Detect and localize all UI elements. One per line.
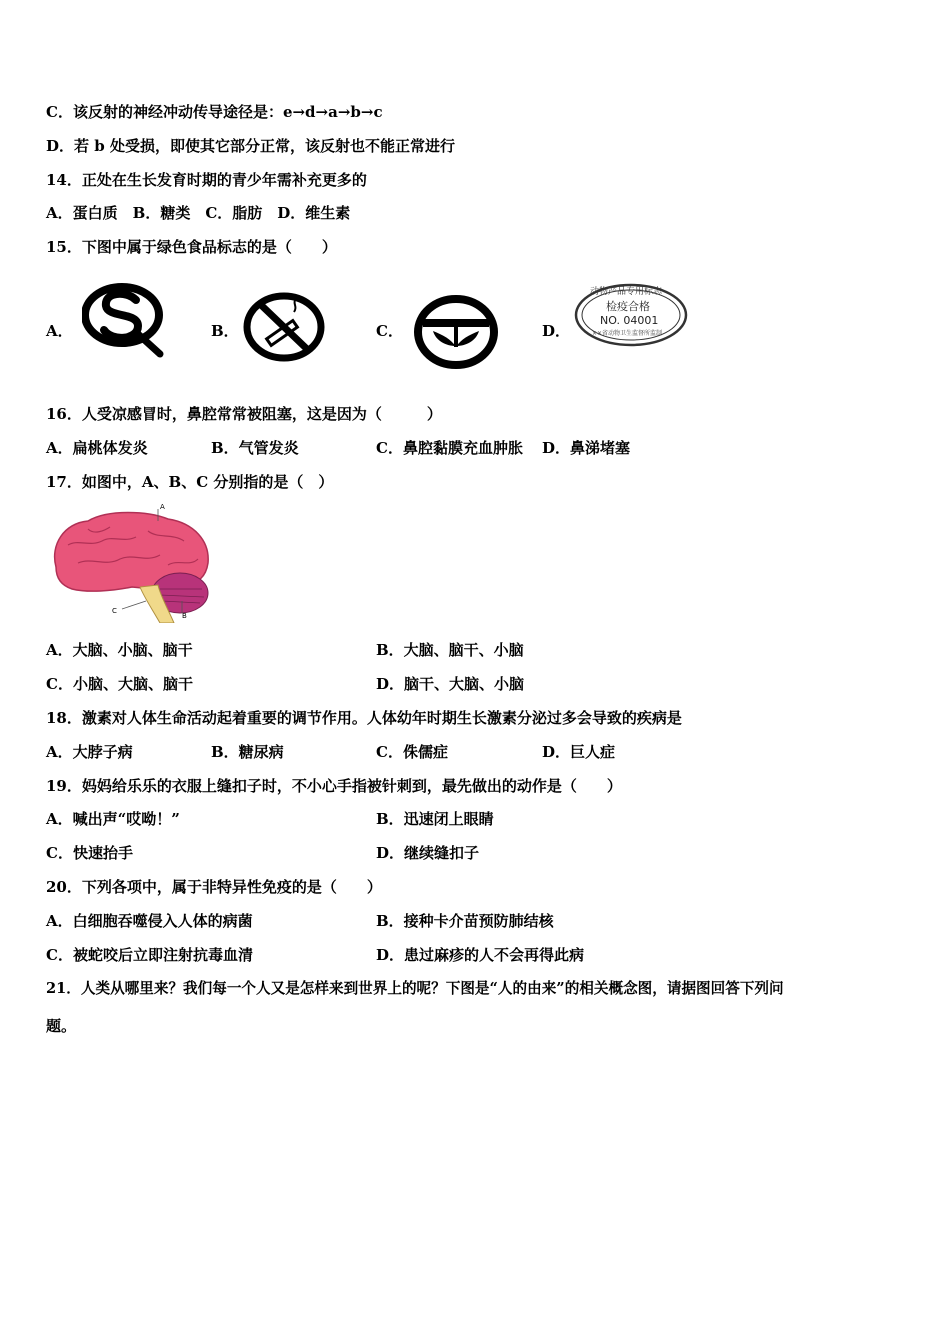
q16-stem: 16．人受凉感冒时，鼻腔常常被阻塞，这是因为（ ） <box>46 405 442 423</box>
q18-stem: 18．激素对人体生命活动起着重要的调节作用。人体幼年时期生长激素分泌过多会导致的疾病是 <box>46 709 682 727</box>
brain-diagram <box>48 505 218 623</box>
brain-label-a: A <box>160 503 165 511</box>
stamp-line1: 动物产品专用标志 <box>590 287 663 297</box>
q15-stem: 15．下图中属于绿色食品标志的是（ ） <box>46 238 337 256</box>
q21-stem-line2: 题。 <box>46 1017 77 1035</box>
q19-option-c: C．快速抬手 <box>46 844 133 862</box>
q17-option-c: C．小脑、大脑、脑干 <box>46 675 193 693</box>
q19-option-a: A．喊出声“哎呦！” <box>46 810 180 828</box>
q14-stem: 14．正处在生长发育时期的青少年需补充更多的 <box>46 171 367 189</box>
q13-option-c: C．该反射的神经冲动传导途径是：e→d→a→b→c <box>46 103 383 121</box>
q17-option-b: B．大脑、脑干、小脑 <box>376 641 524 659</box>
q20-option-b: B．接种卡介苗预防肺结核 <box>376 912 554 930</box>
q17-option-d: D．脑干、大脑、小脑 <box>376 675 525 693</box>
no-smoking-icon <box>242 292 326 362</box>
q16-option-c: C．鼻腔黏膜充血肿胀 <box>376 439 523 457</box>
q19-option-d: D．继续缝扣子 <box>376 844 480 862</box>
q15-label-a: A． <box>46 322 73 340</box>
q20-option-c: C．被蛇咬后立即注射抗毒血清 <box>46 946 253 964</box>
brain-label-b: B <box>182 612 187 620</box>
stamp-line3: NO. 04001 <box>600 314 659 327</box>
stamp-line2: 检疫合格 <box>606 300 650 313</box>
q20-option-d: D．患过麻疹的人不会再得此病 <box>376 946 585 964</box>
q15-label-c: C． <box>376 322 403 340</box>
stamp-line4: ××省动物卫生监督所监制 <box>592 330 663 337</box>
q15-label-b: B． <box>211 322 239 340</box>
q21-stem-line1: 21．人类从哪里来？我们每一个人又是怎样来到世界上的呢？下图是“人的由来”的相关概念图，请据图回答下列问 <box>46 980 784 997</box>
q18-option-b: B．糖尿病 <box>211 743 284 761</box>
q18-option-d: D．巨人症 <box>542 743 616 761</box>
brain-label-c: C <box>112 607 117 615</box>
q19-option-b: B．迅速闭上眼睛 <box>376 810 494 828</box>
q16-option-d: D．鼻涕堵塞 <box>542 439 631 457</box>
q20-stem: 20．下列各项中，属于非特异性免疫的是（ ） <box>46 878 382 896</box>
q19-stem: 19．妈妈给乐乐的衣服上缝扣子时，不小心手指被针刺到，最先做出的动作是（ ） <box>46 777 622 795</box>
qs-quality-logo <box>82 282 164 358</box>
q14-options: A．蛋白质 B．糖类 C．脂肪 D．维生素 <box>46 204 351 222</box>
q17-option-a: A．大脑、小脑、脑干 <box>46 641 193 659</box>
q15-label-d: D． <box>542 322 571 340</box>
q16-option-b: B．气管发炎 <box>211 439 299 457</box>
q16-option-a: A．扁桃体发炎 <box>46 439 148 457</box>
q17-stem: 17．如图中，A、B、C 分别指的是（ ） <box>46 473 334 491</box>
green-food-logo <box>413 295 499 369</box>
q18-option-c: C．侏儒症 <box>376 743 448 761</box>
q13-option-d: D．若 b 处受损，即使其它部分正常，该反射也不能正常进行 <box>46 137 455 155</box>
q20-option-a: A．白细胞吞噬侵入人体的病菌 <box>46 912 253 930</box>
q18-option-a: A．大脖子病 <box>46 743 133 761</box>
